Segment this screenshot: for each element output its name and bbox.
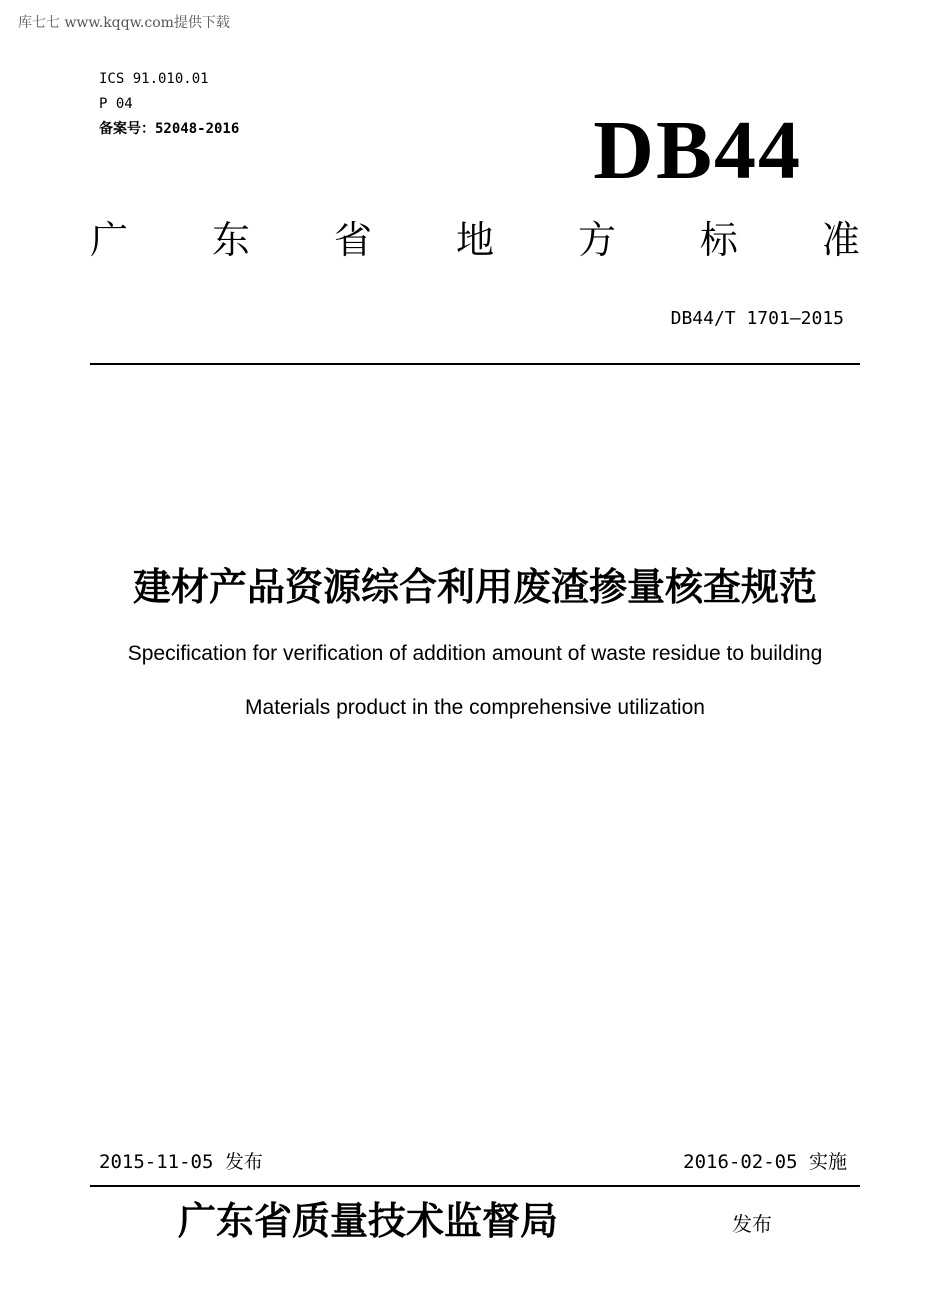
local-title-char: 广	[90, 218, 129, 262]
local-title-char: 地	[455, 218, 494, 262]
implementation-date: 2016-02-05 实施	[683, 1151, 847, 1173]
local-title-char: 准	[821, 218, 860, 262]
local-standard-title	[90, 218, 860, 262]
local-title-char: 标	[699, 218, 738, 262]
issuing-authority: 广东省质量技术监督局	[178, 1198, 559, 1243]
local-title-char: 方	[577, 218, 616, 262]
ics-code: ICS 91.010.01	[99, 71, 209, 87]
document-title-en-line1: Specification for verification of addition amount of waste residue to building	[127, 642, 823, 665]
document-title-en-line2: Materials product in the comprehensive utilization	[245, 696, 705, 719]
bottom-divider	[90, 1185, 860, 1187]
issue-date: 2015-11-05 发布	[99, 1151, 263, 1173]
record-number: 备案号：52048-2016	[99, 121, 240, 137]
issuing-authority-suffix: 发布	[732, 1212, 772, 1236]
document-title-zh: 建材产品资源综合利用废渣掺量核查规范	[132, 565, 817, 609]
local-title-char: 东	[211, 218, 250, 262]
local-title-char: 省	[333, 218, 372, 262]
standard-number: DB44/T 1701—2015	[670, 308, 844, 329]
watermark-text: 库七七 www.kqqw.com提供下载	[18, 15, 230, 31]
ccs-code: P 04	[99, 96, 133, 112]
top-divider	[90, 363, 860, 365]
standard-logo: DB44	[593, 104, 802, 197]
